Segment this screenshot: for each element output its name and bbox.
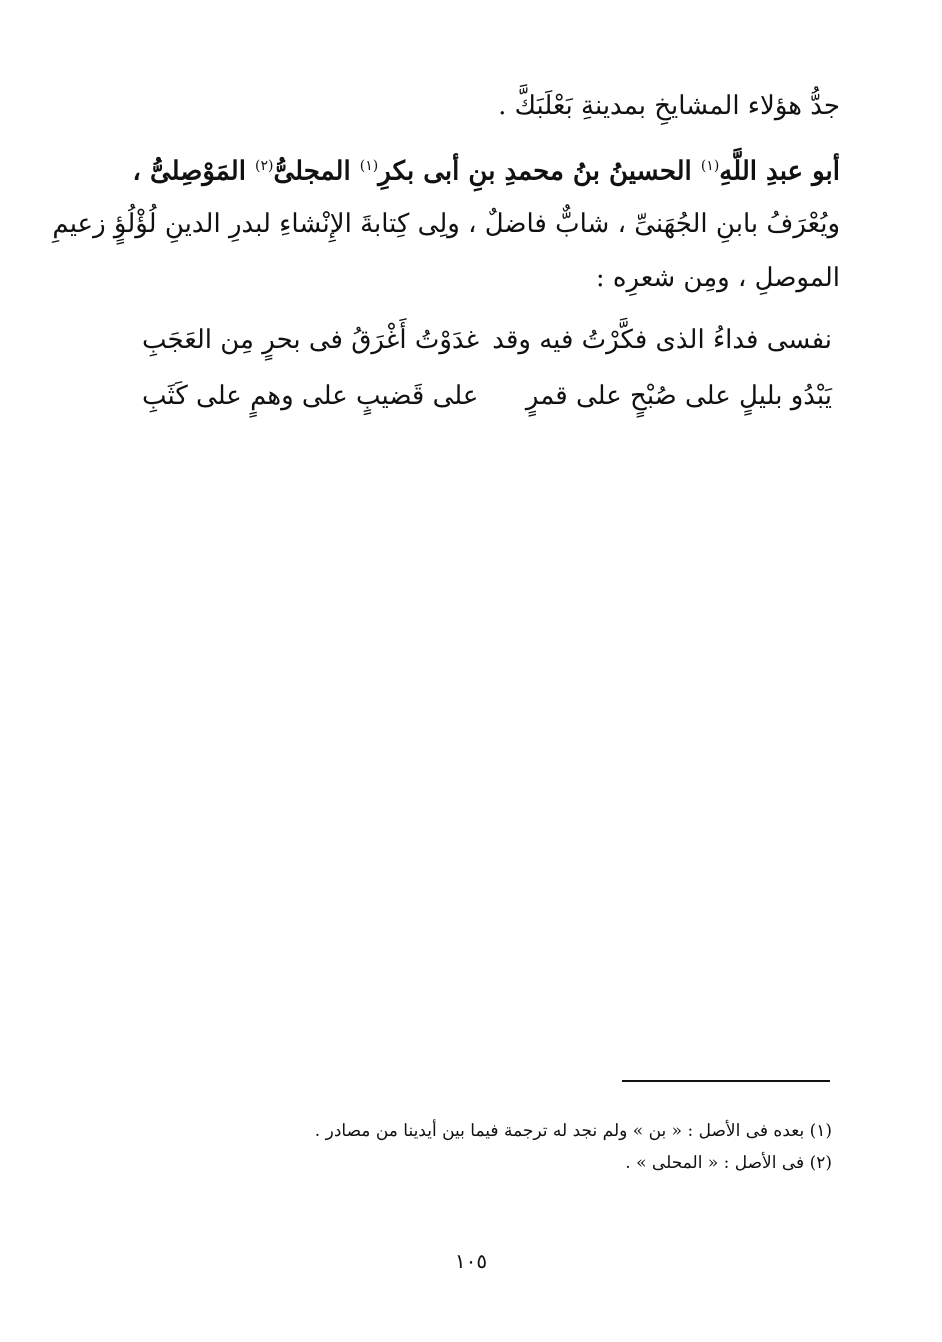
- page-number: ١٠٥: [454, 1249, 488, 1273]
- footnote-2: (٢) فى الأصل : « المحلى » .: [625, 1153, 832, 1173]
- body-line-4: الموصلِ ، ومِن شعرِه :: [595, 263, 840, 293]
- entry-name-part-2: الحسينُ بنُ محمدِ بنِ أبى بكرِ: [378, 156, 701, 187]
- verse-2-second-hemistich: على قَضيبٍ على وهمٍ على كَثَبِ: [142, 381, 479, 411]
- footnote-ref-1: (١): [700, 158, 720, 174]
- footnote-divider: [622, 1080, 830, 1082]
- footnote-1: (١) بعده فى الأصل : « بن » ولم نجد له ترجمة فيما بين أيدينا من مصادر .: [314, 1121, 832, 1141]
- footnote-ref-2: (٢): [255, 158, 274, 174]
- body-line-3: ويُعْرَفُ بابنِ الجُهَنىِّ ، شابٌّ فاضلٌ ، ولِى كِتابةَ الإِنْشاءِ لبدرِ الدينِ لُؤْلُؤٍ زعيمِ: [52, 209, 840, 239]
- entry-name-part-4: المَوْصِلىُّ ،: [132, 156, 255, 187]
- body-line-1: جدُّ هؤلاء المشايخِ بمدينةِ بَعْلَبَكَّ .: [498, 91, 840, 121]
- footnote-ref-1b: (١): [359, 158, 379, 174]
- verse-1-first-hemistich: نفسى فداءُ الذى فكَّرْتُ فيه وقد: [492, 325, 832, 355]
- verse-2-first-hemistich: يَبْدُو بليلٍ على صُبْحٍ على قمرٍ: [525, 381, 832, 411]
- entry-heading-line: [132, 146, 840, 192]
- entry-name-part-3: المجلىُّ: [273, 156, 360, 187]
- verse-1-second-hemistich: غدَوْتُ أَغْرَقُ فى بحرٍ مِن العَجَبِ: [142, 325, 480, 355]
- entry-name-part-1: أبو عبدِ اللَّهِ: [719, 156, 840, 187]
